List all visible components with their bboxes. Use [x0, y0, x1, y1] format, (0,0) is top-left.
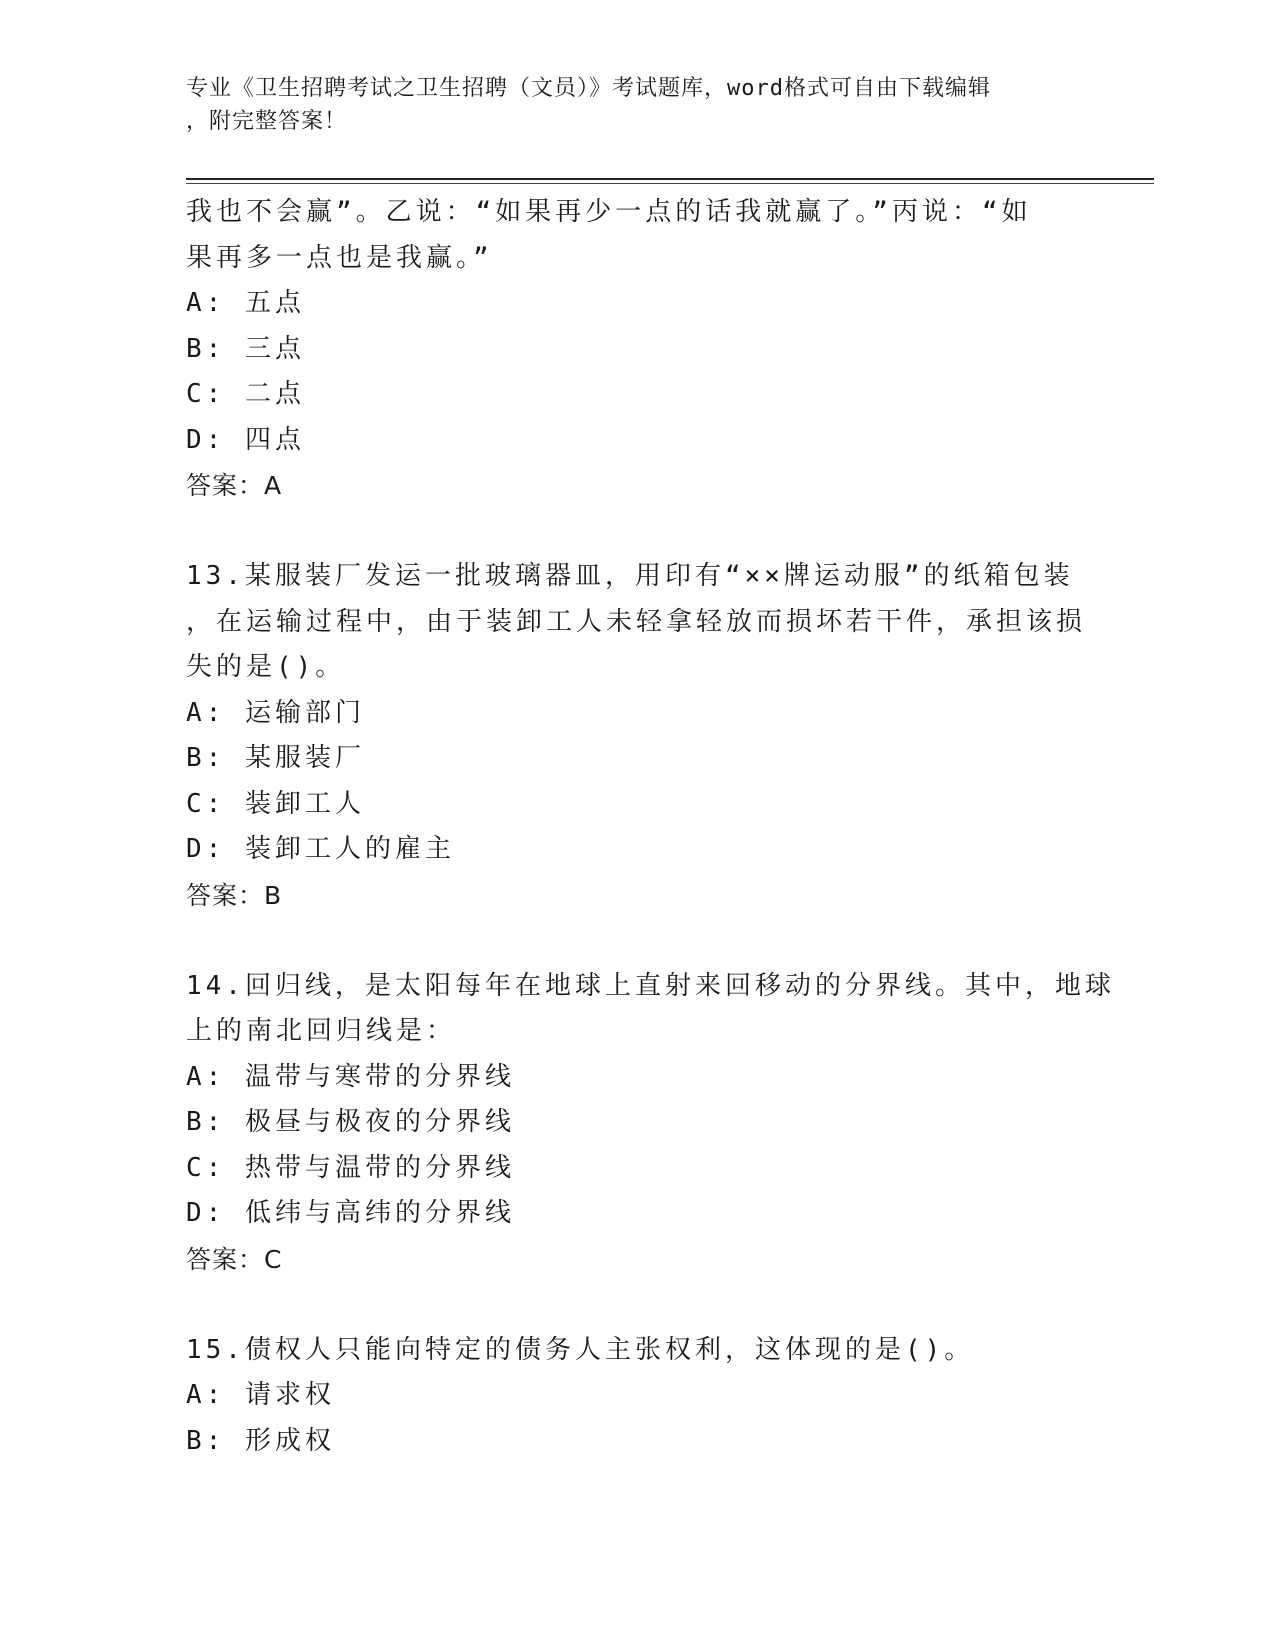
- option-a: A: 请求权: [186, 1380, 335, 1410]
- question-stem-line: ，在运输过程中，由于装卸工人未轻拿轻放而损坏若干件，承担该损: [186, 606, 1087, 637]
- header-divider-thick: [186, 178, 1154, 180]
- header-line-2: ，附完整答案！: [186, 109, 348, 134]
- answer-label: 答案：B: [186, 880, 283, 910]
- option-c: C: 热带与温带的分界线: [186, 1152, 515, 1183]
- question-stem-line: 14.回归线，是太阳每年在地球上直射来回移动的分界线。其中，地球: [186, 970, 1115, 1001]
- option-b: B: 极昼与极夜的分界线: [186, 1107, 515, 1137]
- option-b: B: 三点: [186, 333, 305, 364]
- spacer: [186, 1282, 1086, 1328]
- question-stem-line: 15.债权人只能向特定的债务人主张权利，这体现的是()。: [186, 1334, 975, 1365]
- question-12: [186, 190, 1086, 509]
- spacer: [186, 918, 1086, 964]
- question-list: [186, 190, 1115, 1464]
- option-a: A: 五点: [186, 288, 305, 318]
- question-stem-line: 果再多一点也是我赢。”: [186, 242, 493, 273]
- option-c: C: 二点: [186, 379, 305, 409]
- question-stem-line: 上的南北回归线是：: [186, 1016, 457, 1046]
- question-stem-line: 失的是()。: [186, 652, 346, 682]
- header-line-1: 专业《卫生招聘考试之卫生招聘（文员）》考试题库，word格式可自由下载编辑: [186, 76, 991, 101]
- option-a: A: 温带与寒带的分界线: [186, 1061, 515, 1092]
- answer-label: 答案：C: [186, 1244, 283, 1274]
- question-13: [186, 554, 1086, 918]
- option-d: D: 装卸工人的雇主: [186, 834, 455, 864]
- option-a: A: 运输部门: [186, 697, 365, 728]
- option-b: B: 形成权: [186, 1425, 335, 1456]
- document-header: [186, 72, 1076, 138]
- question-stem-line: 13.某服装厂发运一批玻璃器皿，用印有“××牌运动服”的纸箱包装: [186, 561, 1074, 591]
- spacer: [186, 509, 1086, 555]
- question-stem-line: 我也不会赢”。乙说：“如果再少一点的话我就赢了。”丙说：“如: [186, 197, 1032, 227]
- header-divider-thin: [186, 183, 1154, 184]
- answer-label: 答案：A: [186, 471, 283, 500]
- question-15: [186, 1328, 1086, 1465]
- option-d: D: 四点: [186, 424, 305, 455]
- option-d: D: 低纬与高纬的分界线: [186, 1198, 515, 1228]
- option-b: B: 某服装厂: [186, 743, 365, 773]
- question-14: [186, 964, 1115, 1283]
- option-c: C: 装卸工人: [186, 788, 365, 819]
